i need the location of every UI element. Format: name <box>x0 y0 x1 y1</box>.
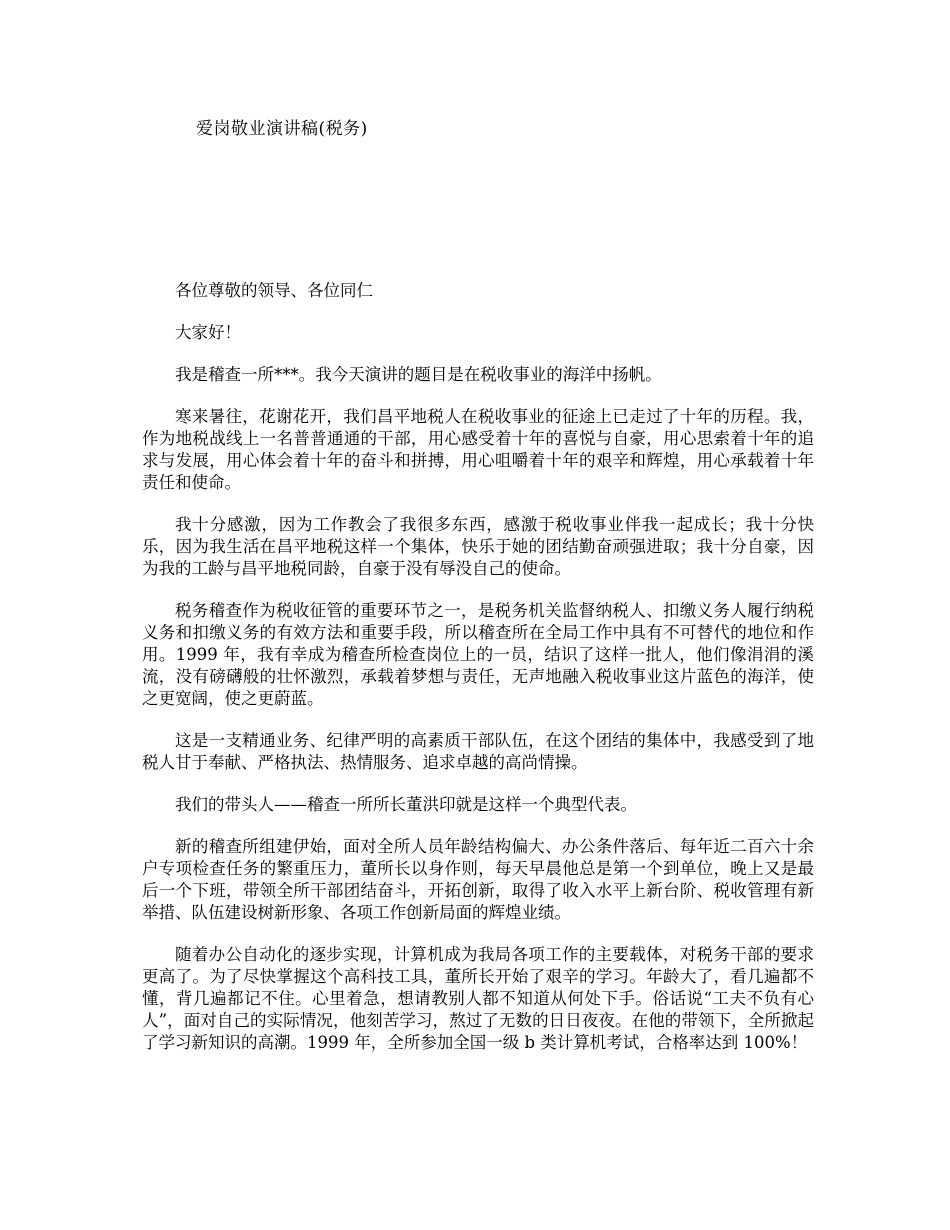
document-body <box>142 280 814 1074</box>
greeting: 大家好！ <box>175 323 241 342</box>
paragraph: 我们的带头人——稽查一所所长董洪印就是这样一个典型代表。 <box>175 795 637 814</box>
salutation: 各位尊敬的领导、各位同仁 <box>175 281 373 300</box>
paragraph: 寒来暑往，花谢花开，我们昌平地税人在税收事业的征途上已走过了十年的历程。我，作为地税战线上一名普普通通的干部，用心感受着十年的喜悦与自豪，用心思索着十年的追求与发展，用心体会着十年的奋斗和拼搏，用心咀嚼着十年的艰辛和辉煌，用心承载着十年责任和使命。 <box>142 407 814 492</box>
paragraph: 我是稽查一所***。我今天演讲的题目是在税收事业的海洋中扬帆。 <box>175 365 662 384</box>
paragraph: 税务稽查作为税收征管的重要环节之一，是税务机关监督纳税人、扣缴义务人履行纳税义务和扣缴义务的有效方法和重要手段，所以稽查所在全局工作中具有不可替代的地位和作用。1999 年，我有幸成为稽查所检查岗位上的一员，结识了这样一批人，他们像涓涓的溪流，没有磅礴般的壮怀激烈，承载着梦想与责任，无声地融入税收事业这片蓝色的海洋，使之更宽阔，使之更蔚蓝。 <box>142 601 814 708</box>
paragraph: 新的稽查所组建伊始，面对全所人员年龄结构偏大、办公条件落后、每年近二百六十余户专项检查任务的繁重压力，董所长以身作则，每天早晨他总是第一个到单位，晚上又是最后一个下班，带领全所干部团结奋斗，开拓创新，取得了收入水平上新台阶、税收管理有新举措、队伍建设树新形象、各项工作创新局面的辉煌业绩。 <box>142 837 814 922</box>
paragraph: 随着办公自动化的逐步实现，计算机成为我局各项工作的主要载体，对税务干部的要求更高了。为了尽快掌握这个高科技工具，董所长开始了艰辛的学习。年龄大了，看几遍都不懂，背几遍都记不住。心里着急，想请教别人都不知道从何处下手。俗话说“工夫不负有心人”，面对自己的实际情况，他刻苦学习，熬过了无数的日日夜夜。在他的带领下，全所掀起了学习新知识的高潮。1999 年，全所参加全国一级 b 类计算机考试，合格率达到 100%！ <box>142 945 814 1052</box>
document-title: 爱岗敬业演讲稿(税务) <box>196 119 368 139</box>
paragraph: 这是一支精通业务、纪律严明的高素质干部队伍，在这个团结的集体中，我感受到了地税人甘于奉献、严格执法、热情服务、追求卓越的高尚情操。 <box>142 731 814 772</box>
paragraph: 我十分感激，因为工作教会了我很多东西，感激于税收事业伴我一起成长；我十分快乐，因为我生活在昌平地税这样一个集体，快乐于她的团结勤奋顽强进取；我十分自豪，因为我的工龄与昌平地税同龄，自豪于没有辱没自己的使命。 <box>142 515 814 578</box>
